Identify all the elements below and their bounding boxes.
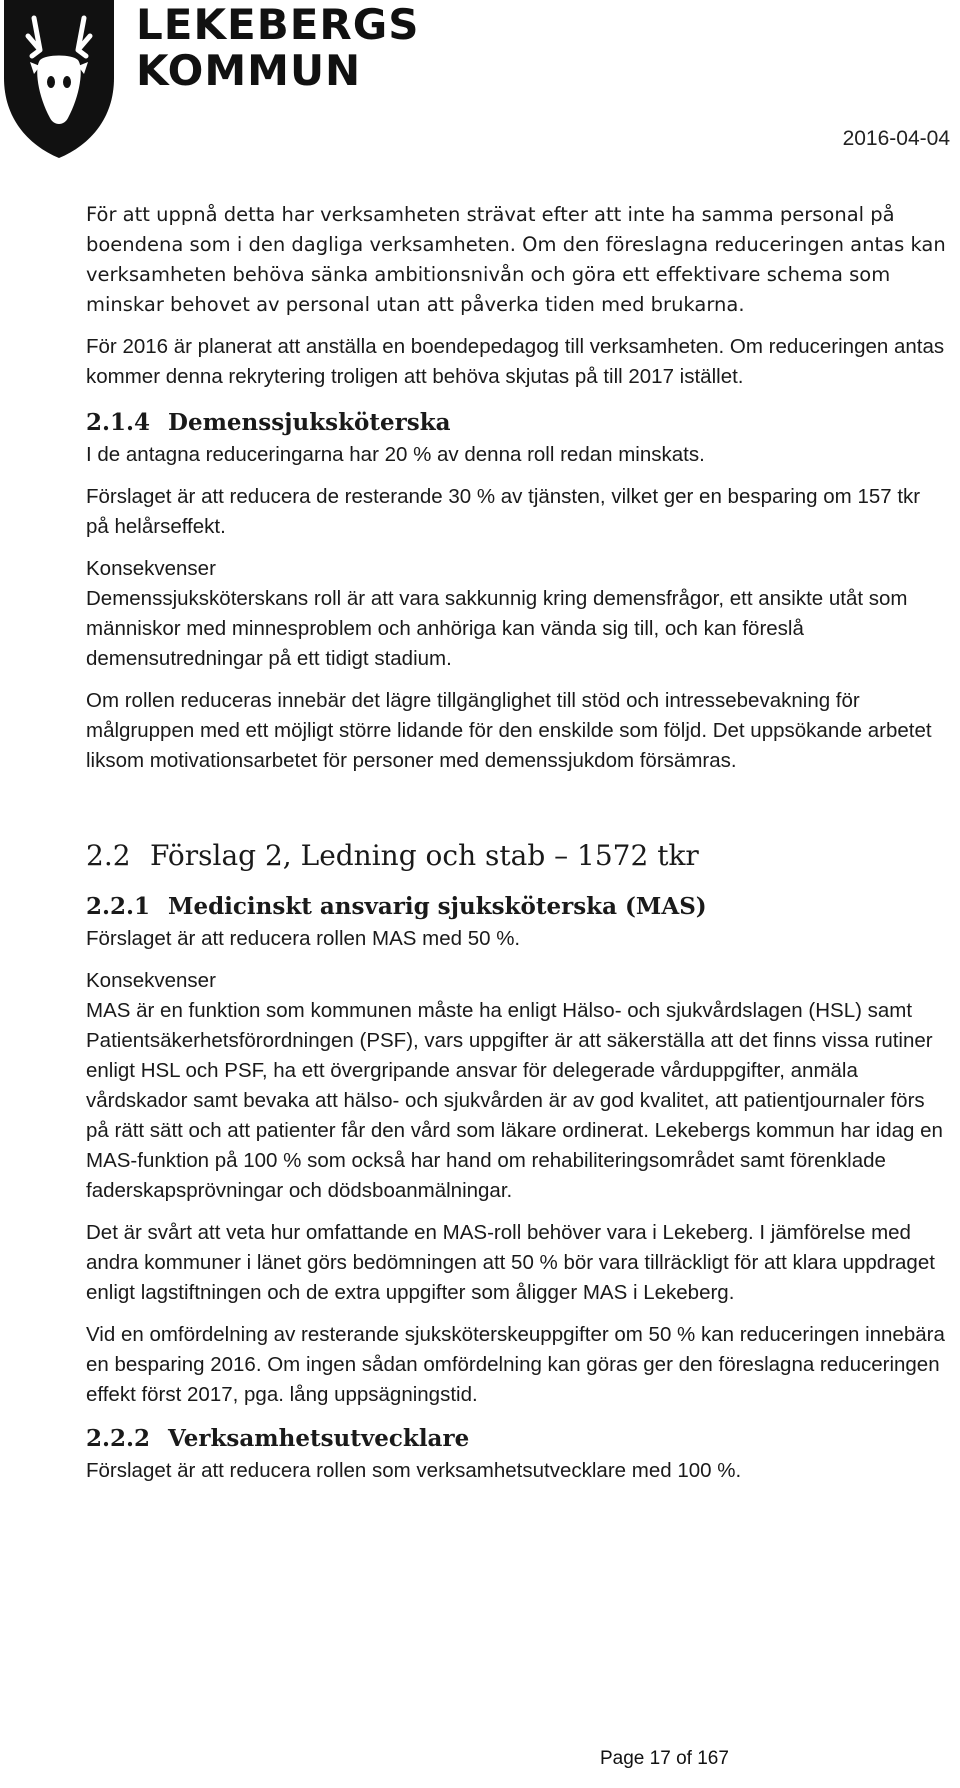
heading-2-2-2 [86,1422,946,1456]
heading-title: Medicinskt ansvarig sjuksköterska (MAS) [168,893,707,920]
paragraph-consequence: Om rollen reduceras innebär det lägre tillgänglighet till stöd och intressebevakning för målgruppen med ett möjligt större lidande för den enskilde som följd. Det uppsökande arbetet liksom motivationsarbetet för personer med demenssjukdom försämras. [86,689,932,772]
paragraph-mas-function: MAS är en funktion som kommunen måste ha enligt Hälso- och sjukvårdslagen (HSL) samt Patientsäkerhetsförordningen (PSF), vars uppgifter är att säkerställa att det finns vissa rutiner enligt HSL och PSF, ha ett övergripande ansvar för delegerade vårduppgifter, anmäla vårdskador samt bevaka att hälso- och sjukvården är av god kvalitet, att patientjournaler förs på rätt sätt och att patienter får den vård som läkare ordinerat. Lekebergs kommun har idag en MAS-funktion på 100 % som också har hand om rehabiliteringsområdet samt förenklade faderskapsprövningar och dödsboanmälningar. [86,999,943,1202]
paragraph-role-description: Demenssjuksköterskans roll är att vara sakkunnig kring demensfrågor, ett ansikte utåt som människor med minnesproblem och anhöriga kan vända sig till, och kan föreslå demensutredningar på ett tidigt stadium. [86,587,908,670]
label-konsekvenser: Konsekvenser [86,969,216,992]
heading-2-1-4 [86,406,946,440]
heading-2-2 [86,836,946,876]
paragraph-staffing: För att uppnå detta har verksamheten strävat efter att inte ha samma personal på boendena som i den dagliga verksamheten. Om den föreslagna reduceringen antas kan verksamheten behöva sänka ambitionsnivån och göra ett effektivare schema som minskar behovet av personal utan att påverka tiden med brukarna. [86,203,946,316]
heading-number: 2.2.1 [86,893,151,920]
heading-2-2-1 [86,890,946,924]
heading-title: Verksamhetsutvecklare [168,1425,470,1452]
heading-title: Förslag 2, Ledning och stab – 1572 tkr [150,839,699,872]
paragraph-mas-saving: Vid en omfördelning av resterande sjuksköterskeuppgifter om 50 % kan reduceringen innebära en besparing 2016. Om ingen sådan omfördelning kan göras ger den föreslagna reduceringen effekt först 2017, pga. lång uppsägningstid. [86,1323,945,1406]
paragraph-developer-proposal: Förslaget är att reducera rollen som verksamhetsutvecklare med 100 %. [86,1459,742,1482]
page-number: Page 17 of 167 [600,1748,729,1769]
document-date: 2016-04-04 [842,127,950,150]
paragraph-boendepedagog: För 2016 är planerat att anställa en boendepedagog till verksamheten. Om reduceringen antas kommer denna rekrytering troligen att behöva skjutas på till 2017 istället. [86,335,945,388]
logo-line-1: LEKEBERGS [136,0,420,49]
heading-number: 2.2 [86,839,131,872]
document-body [86,200,946,1498]
logo-wordmark [136,2,419,94]
heading-title: Demenssjuksköterska [168,409,451,436]
paragraph-proposal-30: Förslaget är att reducera de resterande 30 % av tjänsten, vilket ger en besparing om 157 tkr på helårseffekt. [86,485,921,538]
logo-line-2: KOMMUN [136,46,362,95]
heading-number: 2.2.2 [86,1425,151,1452]
municipality-crest-logo [0,0,118,160]
heading-number: 2.1.4 [86,409,151,436]
paragraph-mas-scope: Det är svårt att veta hur omfattande en MAS-roll behöver vara i Lekeberg. I jämförelse med andra kommuner i länet görs bedömningen att 50 % bör vara tillräckligt för att klara uppdraget enligt lagstiftningen och de extra uppgifter som åligger MAS i Lekeberg. [86,1221,935,1304]
label-konsekvenser: Konsekvenser [86,557,216,580]
paragraph-reduction-20: I de antagna reduceringarna har 20 % av denna roll redan minskats. [86,443,705,466]
paragraph-mas-proposal: Förslaget är att reducera rollen MAS med 50 %. [86,927,521,950]
